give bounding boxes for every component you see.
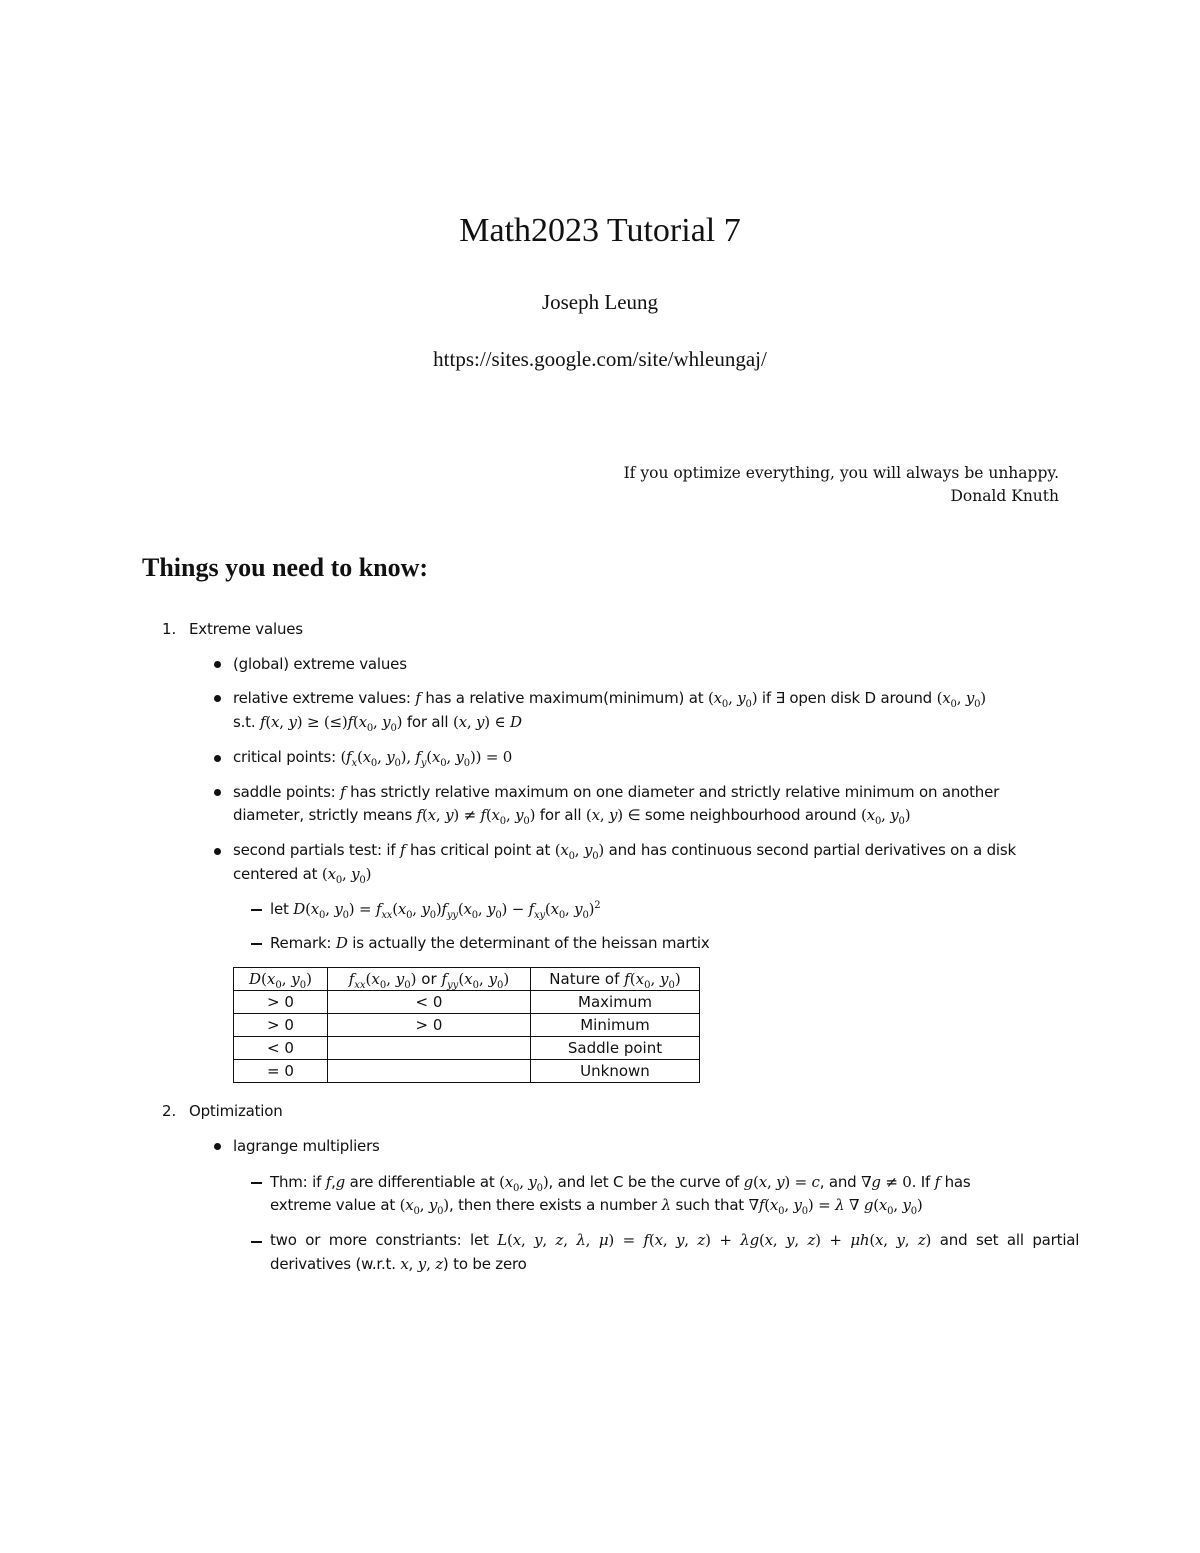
table-cell: Minimum [531,1014,700,1037]
table-header-row [234,968,700,991]
table-cell: > 0 [234,991,328,1014]
epigraph-author: Donald Knuth [950,487,1059,505]
epigraph [624,462,1059,508]
table-row [234,1014,700,1037]
second-derivative-test-table [233,967,700,1083]
two-constraints-line-1: two or more constriants: let L(x, y, z, λ, μ) = f(x, y, z) + λg(x, y, z) + μh(x, y, z) and set all partial [270,1231,1080,1249]
bullet [214,661,221,668]
item-1-number: 1. [162,620,177,638]
two-constraints-line-2: derivatives (w.r.t. x, y, z) to be zero [270,1255,527,1273]
critical-points: critical points: ($f_x(x_0$, $y_0$), $f_y(x_0$, $y_0)) = 0$ [233,748,513,769]
bullet [214,1143,221,1150]
table-header-cell: $D(x_0$, $y_0$) [234,968,328,991]
table-cell: Saddle point [531,1037,700,1060]
relative-extreme-line-1: relative extreme values: f has a relative maximum(minimum) at ($x_0$, $y_0$) if ∃ open disk D around ($x_0$, $y_0$) [233,689,986,710]
item-2-number: 2. [162,1102,177,1120]
remark-heissan: Remark: D is actually the determinant of the heissan martix [270,934,710,952]
lagrange-multipliers: lagrange multipliers [233,1137,380,1155]
table-header-cell: Nature of $f(x_0$, $y_0$) [531,968,700,991]
dash-marker [251,1241,262,1243]
table-cell: = 0 [234,1060,328,1083]
relative-extreme-line-2: s.t. f(x, $y) \ge (\le)f(x_0$, $y_0$) for all (x, y) ∈ D [233,713,522,734]
table-cell: Unknown [531,1060,700,1083]
thm-line-2: extreme value at ($x_0$, $y_0$), then there exists a number λ such that $\nabla f(x_0$, $y_0) = \lambda$ ∇ $g(x_0$, $y_0$) [270,1196,923,1217]
bullet [214,789,221,796]
table-cell [328,1037,531,1060]
bullet [214,848,221,855]
saddle-points-line-2: diameter, strictly means f(x, $y) \ne f(x_0$, $y_0$) for all (x, y) ∈ some neighbourhood around ($x_0$, $y_0$) [233,806,911,827]
dash-marker [251,909,262,911]
table-row [234,1060,700,1083]
thm-line-1: Thm: if f,g are differentiable at ($x_0$, $y_0$), and let C be the curve of g(x, y) = c, and ∇g ≠ 0. If f has [270,1173,971,1194]
table-row [234,1037,700,1060]
table-cell: > 0 [234,1014,328,1037]
table-cell: > 0 [328,1014,531,1037]
table-header-cell: $f_{xx}(x_0$, $y_0$) or $f_{yy}(x_0$, $y_0$) [328,968,531,991]
item-2-title: Optimization [189,1102,283,1120]
let-d-definition: let $D(x_0$, $y_0) = f_{xx}(x_0$, $y_0)f_{yy}(x_0$, $y_0) - f_{xy}(x_0$, $y_0)^2$ [270,900,601,921]
dash-marker [251,943,262,945]
table-cell [328,1060,531,1083]
second-partials-line-1: second partials test: if f has critical point at ($x_0$, $y_0$) and has continuous second partial derivatives on a disk [233,841,1016,862]
second-partials-line-2: centered at ($x_0$, $y_0$) [233,865,372,886]
table-cell: < 0 [234,1037,328,1060]
table-cell: < 0 [328,991,531,1014]
author-url: https://sites.google.com/site/whleungaj/ [433,347,767,371]
section-heading: Things you need to know: [142,553,429,582]
global-extreme-values: (global) extreme values [233,655,407,673]
table-row [234,991,700,1014]
page-title: Math2023 Tutorial 7 [459,212,741,249]
dash-marker [251,1182,262,1184]
author-name: Joseph Leung [541,290,659,314]
bullet [214,755,221,762]
epigraph-text: If you optimize everything, you will always be unhappy. [623,464,1059,482]
saddle-points-line-1: saddle points: f has strictly relative maximum on one diameter and strictly relative minimum on another [233,783,1000,801]
table-cell: Maximum [531,991,700,1014]
item-1-title: Extreme values [189,620,303,638]
bullet [214,695,221,702]
